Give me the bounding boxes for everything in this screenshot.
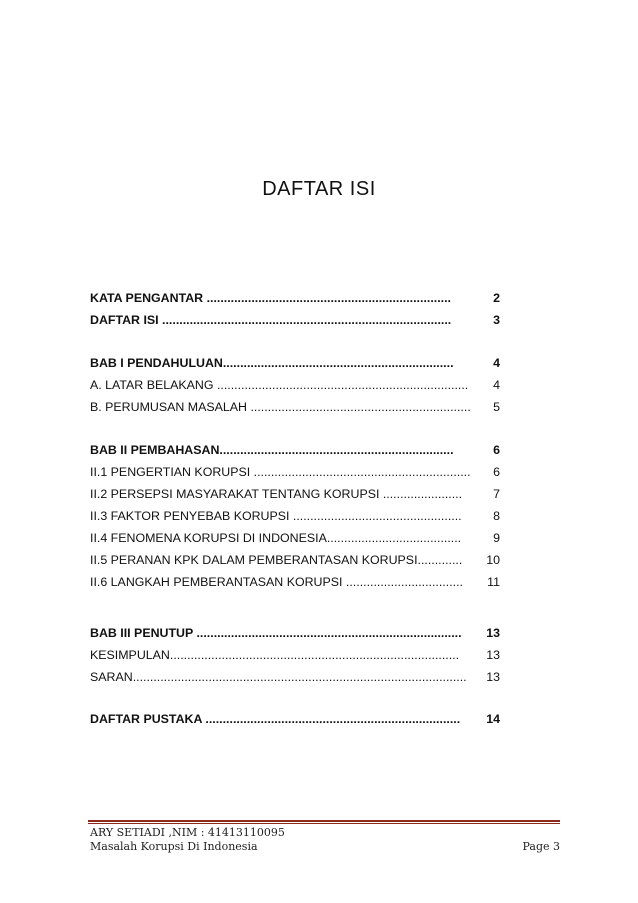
toc-entry-page: 3 xyxy=(493,313,500,327)
toc-entry-page: 11 xyxy=(487,575,500,589)
footer-divider-thin xyxy=(88,823,560,824)
toc-entry-leader: ............................................................... xyxy=(253,465,471,479)
toc-entry-page: 4 xyxy=(493,356,500,370)
toc-entry-title: BAB I PENDAHULUAN xyxy=(90,356,223,370)
toc-entry-page: 10 xyxy=(486,553,500,567)
toc-entry-title: KESIMPULAN xyxy=(90,648,170,662)
toc-entry-leader: ....................... xyxy=(382,487,463,501)
toc-entry xyxy=(90,464,500,480)
toc-entry-title: II.5 PERANAN KPK DALAM PEMBERANTASAN KORUPSI xyxy=(90,553,418,567)
toc-entry-leader: .................................................................................... xyxy=(169,648,460,662)
toc-entry-title: DAFTAR ISI xyxy=(90,313,163,327)
toc-entry-leader: .................................................................................... xyxy=(162,313,452,327)
toc-entry-page: 6 xyxy=(493,465,500,479)
toc-entry xyxy=(90,574,500,590)
toc-entry xyxy=(90,625,500,641)
toc-entry-title: B. PERUMUSAN MASALAH xyxy=(90,400,251,414)
toc-entry xyxy=(90,290,500,306)
toc-entry-title: II.6 LANGKAH PEMBERANTASAN KORUPSI xyxy=(90,575,346,589)
toc-entry-title: II.1 PENGERTIAN KORUPSI xyxy=(90,465,254,479)
toc-entry-page: 13 xyxy=(486,626,500,640)
toc-entry-page: 9 xyxy=(493,531,500,545)
toc-entry-page: 5 xyxy=(493,400,500,414)
toc-entry-title: BAB II PEMBAHASAN xyxy=(90,443,220,457)
page-title: DAFTAR ISI xyxy=(262,178,376,200)
toc-entry xyxy=(90,647,500,663)
toc-entry-title: A. LATAR BELAKANG xyxy=(90,378,217,392)
toc-entry-page: 8 xyxy=(493,509,500,523)
toc-entry-leader: ................................................................... xyxy=(222,356,454,370)
toc-entry-title: II.3 FAKTOR PENYEBAB KORUPSI xyxy=(90,509,293,523)
toc-entry-page: 6 xyxy=(493,443,500,457)
toc-entry-page: 2 xyxy=(493,291,500,305)
toc-entry-leader: .......................................................................... xyxy=(205,712,461,726)
toc-entry xyxy=(90,552,500,568)
toc-entry xyxy=(90,377,500,393)
toc-entry-title: DAFTAR PUSTAKA xyxy=(90,712,206,726)
page-number: Page 3 xyxy=(522,840,560,853)
footer-author: ARY SETIADI ,NIM : 41413110095 xyxy=(90,826,285,839)
toc-entry xyxy=(90,312,500,328)
toc-entry xyxy=(90,508,500,524)
toc-entry-leader: ................................................................................................. xyxy=(132,670,467,684)
toc-entry-leader: ................................................................ xyxy=(250,400,471,414)
footer-subject: Masalah Korupsi Di Indonesia xyxy=(90,840,258,853)
toc-entry-leader: ............. xyxy=(417,553,463,567)
toc-entry-leader: ......................................................................... xyxy=(216,378,469,392)
toc-entry-title: KATA PENGANTAR xyxy=(90,291,207,305)
toc-entry xyxy=(90,669,500,685)
toc-entry-title: II.4 FENOMENA KORUPSI DI INDONESIA xyxy=(90,531,327,545)
toc-entry-page: 7 xyxy=(493,487,500,501)
toc-entry-leader: ................................................. xyxy=(292,509,462,523)
footer-divider xyxy=(88,820,560,822)
toc-entry-title: SARAN xyxy=(90,670,133,684)
toc-entry-page: 13 xyxy=(486,648,500,662)
toc-entry xyxy=(90,442,500,458)
toc-entry-leader: .................................................................... xyxy=(219,443,454,457)
toc-entry-page: 13 xyxy=(486,670,500,684)
toc-entry xyxy=(90,530,500,546)
toc-entry-page: 14 xyxy=(486,712,500,726)
toc-entry xyxy=(90,486,500,502)
toc-entry-title: BAB III PENUTUP xyxy=(90,626,197,640)
toc-entry xyxy=(90,355,500,371)
toc-entry xyxy=(90,711,500,727)
toc-entry-page: 4 xyxy=(493,378,500,392)
toc-entry-leader: ....................................................................... xyxy=(206,291,451,305)
toc-entry-leader: ....................................... xyxy=(326,531,462,545)
toc-entry xyxy=(90,399,500,415)
toc-entry-leader: .................................. xyxy=(345,575,463,589)
toc-entry-title: II.2 PERSEPSI MASYARAKAT TENTANG KORUPSI xyxy=(90,487,383,501)
footer xyxy=(90,826,285,854)
toc-entry-leader: ............................................................................. xyxy=(196,626,462,640)
